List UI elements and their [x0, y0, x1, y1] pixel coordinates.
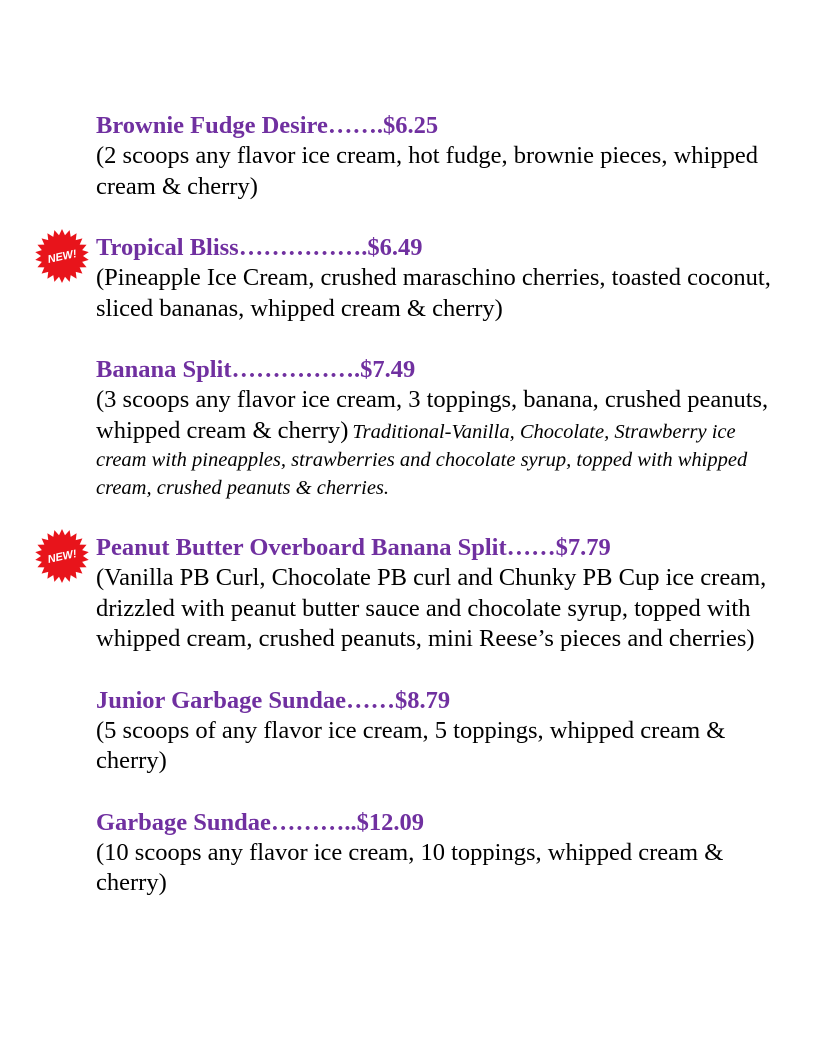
starburst-icon — [34, 528, 90, 584]
item-description: (Vanilla PB Curl, Chocolate PB curl and Chunky PB Cup ice cream, drizzled with peanut butter sauce and chocolate syrup, topped with whipped cream, crushed peanuts, mini Reese’s pieces and cherries) — [96, 564, 767, 652]
sundae-menu — [46, 110, 776, 899]
item-description: (10 scoops any flavor ice cream, 10 toppings, whipped cream & cherry) — [96, 838, 724, 896]
item-title: Brownie Fudge Desire…….$6.25 — [96, 112, 439, 139]
starburst-icon — [34, 228, 90, 284]
item-note: Traditional-Vanilla, Chocolate, Strawberry ice cream with pineapples, strawberries and chocolate syrup, topped with whipped cream, crushed peanuts & cherries. — [96, 420, 748, 499]
item-title: Peanut Butter Overboard Banana Split……$7.79 — [96, 534, 611, 561]
item-title: Tropical Bliss…………….$6.49 — [96, 234, 423, 261]
item-description: (3 scoops any flavor ice cream, 3 toppings, banana, crushed peanuts, whipped cream & cherry) — [96, 386, 769, 444]
item-description: (Pineapple Ice Cream, crushed maraschino cherries, toasted coconut, sliced bananas, whipped cream & cherry) — [96, 264, 771, 322]
menu-item-garbage-sundae — [96, 807, 776, 899]
badge-label: NEW! — [46, 548, 78, 566]
item-title: Junior Garbage Sundae……$8.79 — [96, 686, 451, 714]
menu-item-peanut-butter-overboard — [46, 532, 776, 655]
menu-item-tropical-bliss — [46, 232, 776, 324]
menu-item-brownie-fudge-desire — [96, 110, 776, 202]
item-title: Garbage Sundae………..$12.09 — [96, 808, 425, 836]
new-badge-icon — [34, 228, 90, 284]
item-title: Banana Split…………….$7.49 — [96, 356, 416, 383]
item-description-block — [96, 385, 776, 502]
badge-label: NEW! — [46, 248, 78, 266]
menu-item-junior-garbage-sundae — [96, 685, 776, 777]
new-badge-icon — [34, 528, 90, 584]
item-description: (2 scoops any flavor ice cream, hot fudge, brownie pieces, whipped cream & cherry) — [96, 142, 758, 200]
item-description: (5 scoops of any flavor ice cream, 5 toppings, whipped cream & cherry) — [96, 716, 726, 774]
menu-item-banana-split — [96, 354, 776, 502]
